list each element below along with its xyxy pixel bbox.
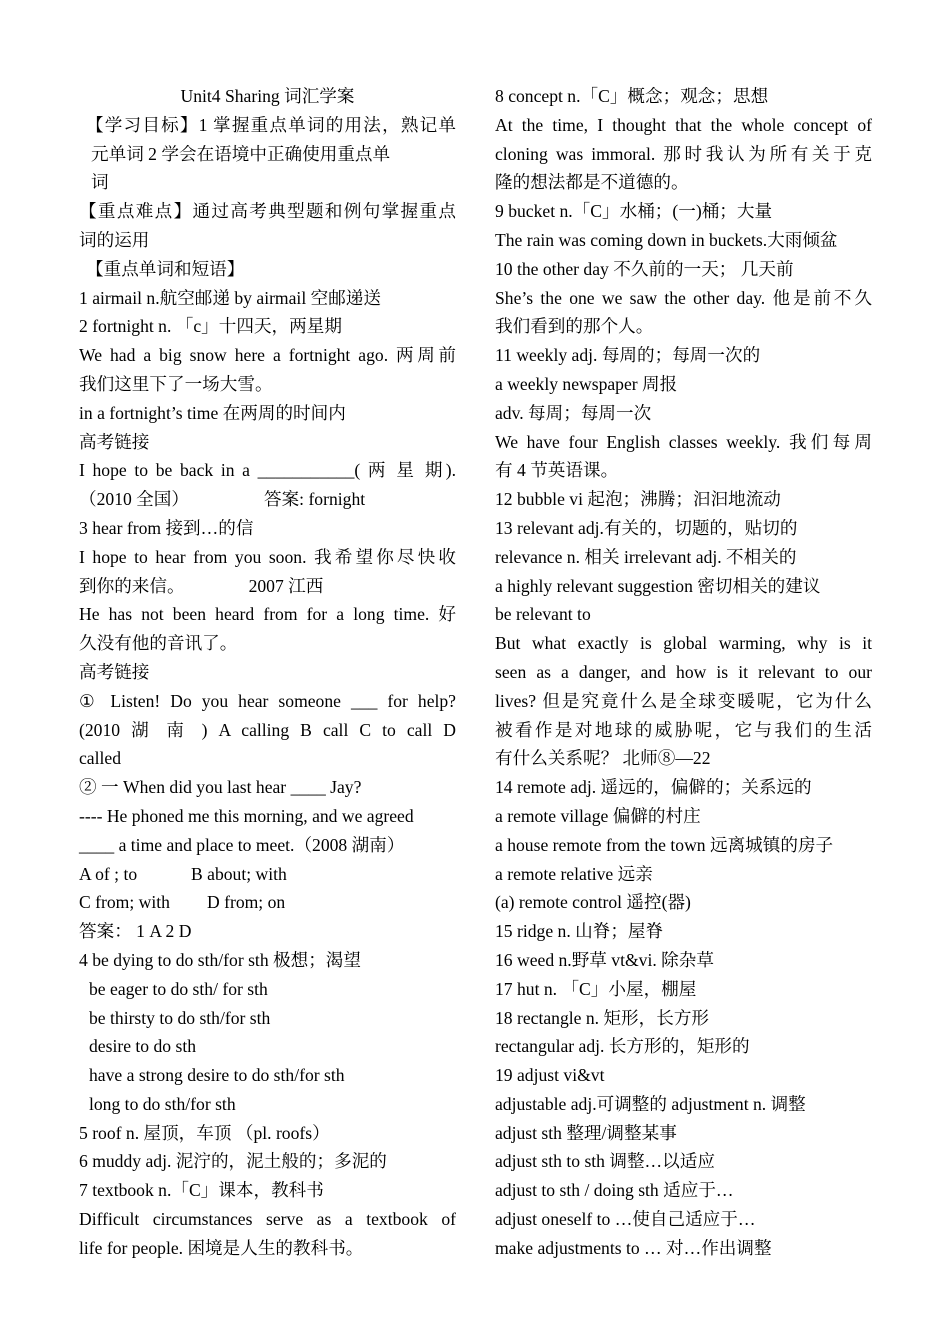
text-line: ① Listen! Do you hear someone ___ for help? [79, 690, 456, 711]
text-line: 16 weed n.野草 vt&vi. 除杂草 [495, 949, 714, 970]
vocab-heading: 【重点单词和短语】 [86, 258, 245, 279]
text-line: 10 the other day 不久前的一天； 几天前 [495, 258, 794, 279]
exam-source: 2007 江西 [248, 575, 324, 596]
answer-line: 答案： 1 A 2 D [79, 921, 192, 942]
text-line: a house remote from the town 远离城镇的房子 [495, 834, 834, 855]
text-line: ____ a time and place to meet.（2008 湖南） [79, 834, 405, 855]
text-line: a remote relative 远亲 [495, 863, 653, 884]
text-line: 高考链接 [79, 661, 150, 682]
text-line: 19 adjust vi&vt [495, 1065, 605, 1086]
text-line: life for people. 困境是人生的教科书。 [79, 1237, 364, 1258]
text-line: 5 roof n. 屋顶，车顶 （pl. roofs） [79, 1122, 330, 1143]
text-line: a weekly newspaper 周报 [495, 373, 678, 394]
text-line: lives? 但是究竟什么是全球变暖呢，它为什么 [495, 690, 872, 711]
text-line: We have four English classes weekly. 我们每周 [495, 431, 872, 452]
text-line: (2010 湖 南 ) A calling B call C to call D [79, 719, 456, 740]
text-line: 久没有他的音讯了。 [79, 633, 238, 654]
text-line: in a fortnight’s time 在两周的时间内 [79, 402, 346, 423]
text-line [79, 485, 456, 514]
text-line: 我们这里下了一场大雪。 [79, 373, 273, 394]
text-line: I hope to be back in a ___________( 两 星 期). [79, 460, 456, 481]
option-row [79, 860, 456, 889]
text-fragment: 到你的来信。 [79, 575, 185, 596]
text-line [79, 572, 456, 601]
text-line: be eager to do sth/ for sth [89, 978, 268, 999]
text-line: adjust to sth / doing sth 适应于… [495, 1180, 734, 1201]
text-line: (a) remote control 遥控(器) [495, 892, 691, 913]
learning-goals-line: 【学习目标】1 掌握重点单词的用法，熟记单 [86, 114, 456, 135]
text-line: 4 be dying to do sth/for sth 极想；渴望 [79, 949, 361, 970]
text-line: 18 rectangle n. 矩形，长方形 [495, 1007, 710, 1028]
text-line: relevance n. 相关 irrelevant adj. 不相关的 [495, 546, 797, 567]
option-text: A of ; to [79, 863, 138, 884]
worksheet-title: Unit4 Sharing 词汇学案 [180, 86, 355, 106]
text-line: 15 ridge n. 山脊；屋脊 [495, 921, 664, 942]
option-row [79, 888, 456, 917]
text-line: 高考链接 [79, 431, 150, 452]
exam-source: （2010 全国） [79, 489, 189, 510]
option-text: B about; with [191, 863, 287, 884]
learning-goals-line: 词 [91, 172, 109, 193]
key-points-line: 词的运用 [79, 229, 150, 250]
text-line: I hope to hear from you soon. 我希望你尽快收 [79, 546, 456, 567]
text-line: At the time, I thought that the whole concept of [495, 114, 872, 135]
right-column [495, 82, 872, 1263]
text-line: 11 weekly adj. 每周的；每周一次的 [495, 345, 761, 366]
text-line: 7 textbook n.「C」课本，教科书 [79, 1180, 324, 1201]
text-line: ② 一 When did you last hear ____ Jay? [79, 777, 362, 798]
text-line: 14 remote adj. 遥远的，偏僻的；关系远的 [495, 777, 812, 798]
text-line: rectangular adj. 长方形的，矩形的 [495, 1036, 750, 1057]
text-line: have a strong desire to do sth/for sth [89, 1065, 345, 1086]
answer-text: 答案: fornight [263, 489, 366, 510]
text-line: seen as a danger, and how is it relevant to our [495, 661, 872, 682]
text-line: long to do sth/for sth [89, 1093, 236, 1114]
text-line: 2 fortnight n. 「c」十四天，两星期 [79, 316, 342, 337]
text-line: 被看作是对地球的威胁呢，它与我们的生活 [495, 719, 872, 740]
text-line: 3 hear from 接到…的信 [79, 517, 254, 538]
text-line: be relevant to [495, 604, 591, 625]
text-line: 隆的想法都是不道德的。 [495, 172, 689, 193]
text-line: desire to do sth [89, 1036, 197, 1057]
text-line: 12 bubble vi 起泡；沸腾；汩汩地流动 [495, 489, 781, 510]
text-line: a remote village 偏僻的村庄 [495, 805, 701, 826]
text-line: adv. 每周；每周一次 [495, 402, 652, 423]
text-line: adjustable adj.可调整的 adjustment n. 调整 [495, 1093, 806, 1114]
text-line: 17 hut n. 「C」小屋，棚屋 [495, 978, 697, 999]
text-line: 有 4 节英语课。 [495, 460, 619, 481]
text-line: adjust sth 整理/调整某事 [495, 1122, 677, 1143]
text-line: We had a big snow here a fortnight ago. 两周前 [79, 345, 456, 366]
text-line: ---- He phoned me this morning, and we agreed [79, 805, 414, 826]
text-line: 13 relevant adj.有关的，切题的，贴切的 [495, 517, 798, 538]
text-line: adjust oneself to …使自己适应于… [495, 1209, 756, 1230]
text-line: 我们看到的那个人。 [495, 316, 654, 337]
text-line: Difficult circumstances serve as a textbook of [79, 1209, 456, 1230]
option-text: C from; with [79, 892, 170, 913]
option-text: D from; on [207, 892, 286, 913]
text-line: The rain was coming down in buckets.大雨倾盆 [495, 229, 838, 250]
text-line: cloning was immoral. 那时我认为所有关于克 [495, 143, 872, 164]
left-column [79, 82, 456, 1263]
text-line: 1 airmail n.航空邮递 by airmail 空邮递送 [79, 287, 381, 308]
text-line: 8 concept n.「C」概念；观念；思想 [495, 86, 769, 106]
text-line: 有什么关系呢？ 北师⑧—22 [495, 748, 711, 769]
text-line: called [79, 748, 121, 769]
text-line: adjust sth to sth 调整…以适应 [495, 1151, 715, 1172]
text-line: He has not been heard from for a long time. 好 [79, 604, 456, 625]
learning-goals-line: 元单词 2 学会在语境中正确使用重点单 [91, 143, 391, 164]
text-line: be thirsty to do sth/for sth [89, 1007, 271, 1028]
text-line: 6 muddy adj. 泥泞的，泥土般的；多泥的 [79, 1151, 387, 1172]
text-line: make adjustments to … 对…作出调整 [495, 1237, 772, 1258]
key-points-line: 【重点难点】通过高考典型题和例句掌握重点 [79, 201, 456, 222]
text-line: 9 bucket n.「C」水桶；(一)桶；大量 [495, 201, 773, 222]
text-line: She’s the one we saw the other day. 他是前不久 [495, 287, 872, 308]
text-line: a highly relevant suggestion 密切相关的建议 [495, 575, 821, 596]
text-line: But what exactly is global warming, why is it [495, 633, 872, 654]
